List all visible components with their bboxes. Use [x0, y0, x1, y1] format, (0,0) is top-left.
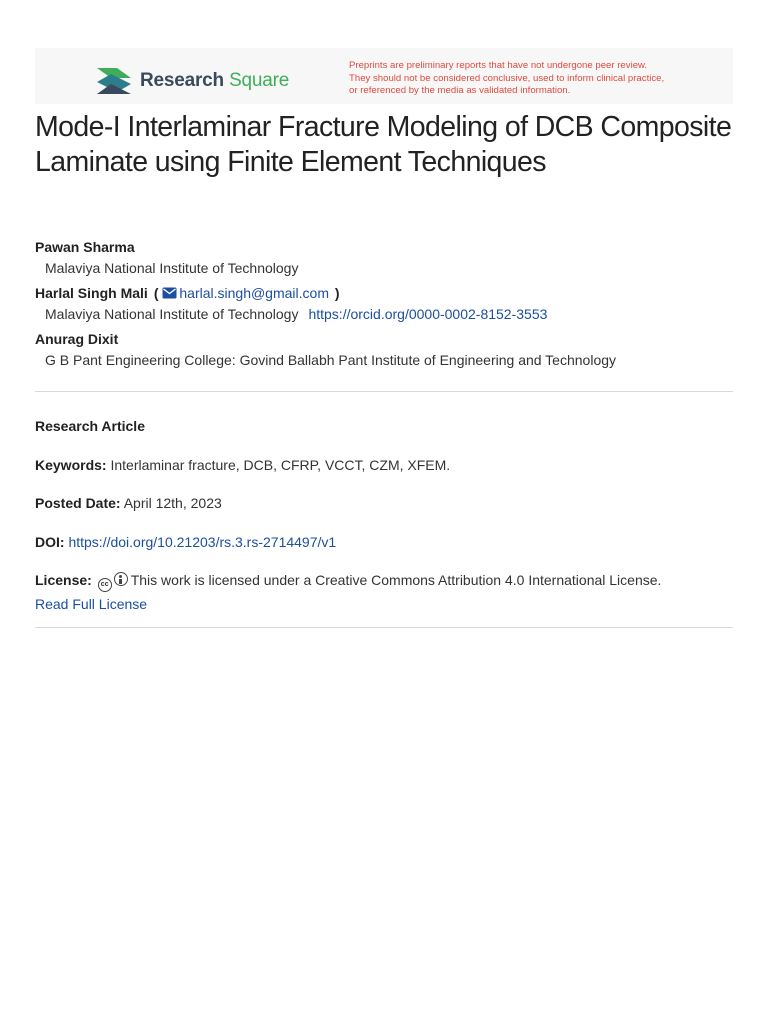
email-text: harlal.singh@gmail.com [179, 285, 329, 301]
notice-line: or referenced by the media as validated information. [349, 85, 571, 97]
doi-link[interactable]: https://doi.org/10.21203/rs.3.rs-2714497/v1 [68, 534, 337, 550]
keywords-value: Interlaminar fracture, DCB, CFRP, VCCT, CZM, XFEM. [110, 457, 451, 473]
affiliation-text: G B Pant Engineering College: Govind Ballabh Pant Institute of Engineering and Technology [45, 352, 617, 368]
attribution-icon [114, 572, 128, 586]
license-text: This work is licensed under a Creative Commons Attribution 4.0 International License. [130, 572, 662, 588]
keywords-row [35, 457, 735, 473]
author-list [35, 236, 735, 374]
logo-wordmark [140, 70, 289, 92]
author-name: Harlal Singh Mali [35, 285, 148, 301]
logo-word-square: Square [229, 70, 290, 91]
envelope-icon [162, 287, 177, 299]
article-type-label: Research Article [35, 418, 145, 434]
notice-line: Preprints are preliminary reports that have not undergone peer review. [349, 60, 648, 71]
license-label: License: [35, 572, 92, 588]
creative-commons-icon: cc [98, 578, 112, 592]
author-email-link[interactable] [162, 285, 329, 301]
author-name: Anurag Dixit [35, 331, 119, 347]
license-link-row [35, 596, 735, 612]
paren-close: ) [334, 285, 340, 301]
divider-bottom [35, 627, 733, 628]
orcid-link[interactable]: https://orcid.org/0000-0002-8152-3553 [308, 306, 548, 322]
affiliation-text: Malaviya National Institute of Technology [45, 306, 299, 322]
posted-date-label: Posted Date: [35, 495, 121, 511]
read-full-license-link[interactable]: Read Full License [35, 596, 148, 612]
doi-label: DOI: [35, 534, 65, 550]
article-type [35, 418, 735, 434]
paren-open: ( [153, 285, 159, 301]
author-affiliation [35, 304, 735, 328]
posted-date-row [35, 495, 735, 511]
affiliation-text: Malaviya National Institute of Technology [45, 260, 299, 276]
author-affiliation [35, 258, 735, 282]
author-name-row [35, 282, 735, 304]
author-name: Pawan Sharma [35, 239, 135, 255]
paper-title: Mode-I Interlaminar Fracture Modeling of DCB Composite Laminate using Finite Element Techniques [35, 111, 732, 178]
preprint-banner [35, 48, 733, 104]
doi-row [35, 534, 735, 550]
author-affiliation [35, 350, 735, 374]
license-row [35, 572, 735, 592]
notice-line: They should not be considered conclusive, used to inform clinical practice, [349, 72, 665, 84]
divider-top [35, 391, 733, 392]
posted-date-value: April 12th, 2023 [123, 495, 222, 511]
logo-word-research: Research [140, 70, 224, 91]
research-square-logo[interactable] [95, 66, 289, 96]
keywords-label: Keywords: [35, 457, 107, 473]
research-square-logo-icon [95, 66, 133, 96]
preprint-notice [349, 60, 719, 98]
